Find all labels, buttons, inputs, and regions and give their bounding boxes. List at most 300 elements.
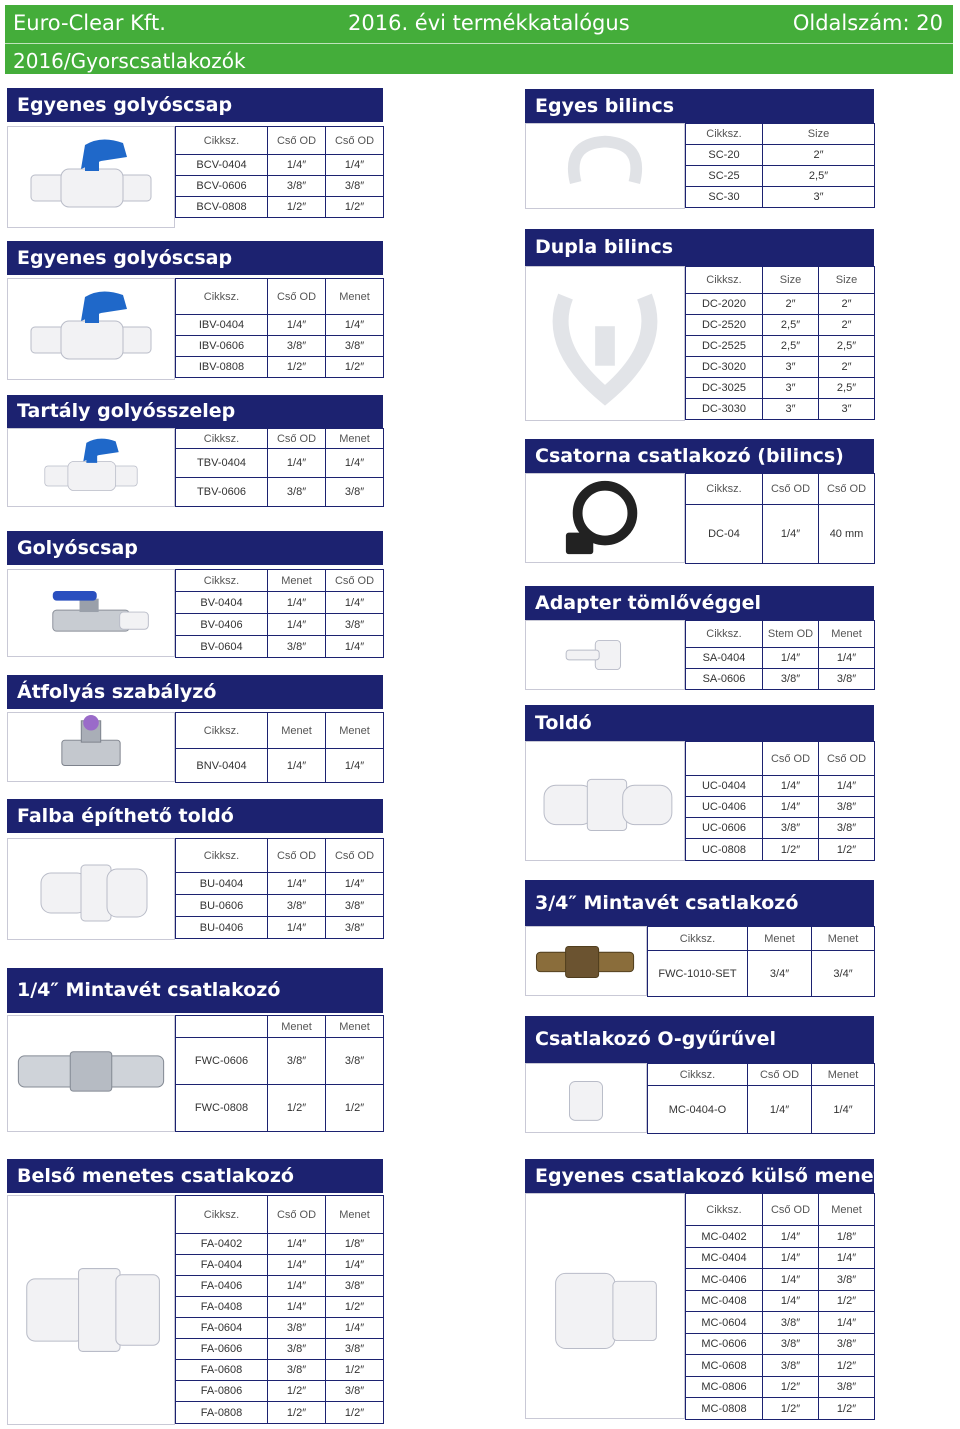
table-row xyxy=(686,1226,875,1248)
drain-saddle-image xyxy=(525,473,685,563)
table-cell: 1/4″ xyxy=(326,315,384,336)
table-cell: UC-0404 xyxy=(686,776,763,797)
column-header: Cső OD xyxy=(763,742,819,776)
table-cell: 1/4″ xyxy=(268,917,326,939)
table-cell: 1/2″ xyxy=(268,1085,326,1132)
table-cell: BU-0406 xyxy=(176,917,268,939)
table-row xyxy=(686,357,875,378)
table-cell: UC-0606 xyxy=(686,818,763,839)
table-cell: 2,5″ xyxy=(763,166,875,187)
column-header: Cikksz. xyxy=(176,279,268,315)
table-row xyxy=(176,155,384,176)
table-row xyxy=(686,315,875,336)
table-row xyxy=(686,839,875,861)
table-cell: FA-0606 xyxy=(176,1339,268,1360)
table-row xyxy=(686,145,875,166)
table-cell: MC-0406 xyxy=(686,1269,763,1291)
table-header-row xyxy=(686,1194,875,1226)
table-row xyxy=(176,1360,384,1381)
column-header: Cső OD xyxy=(268,279,326,315)
table-cell: BU-0404 xyxy=(176,873,268,895)
column-header: Menet xyxy=(326,713,384,749)
table-cell: 1/4″ xyxy=(268,315,326,336)
table-row xyxy=(686,1334,875,1355)
table-cell: 2,5″ xyxy=(763,315,819,336)
table-row xyxy=(686,399,875,420)
column-header: Cikksz. xyxy=(648,927,748,951)
table-row xyxy=(686,669,875,690)
stem-adapter-image xyxy=(525,620,685,690)
column-header: Cikksz. xyxy=(176,713,268,749)
table-row xyxy=(686,797,875,818)
column-header: Menet xyxy=(819,1194,875,1226)
column-header: Cikksz. xyxy=(176,429,268,449)
table-cell: FWC-0808 xyxy=(176,1085,268,1132)
table-cell: 1/2″ xyxy=(326,197,384,218)
table-cell: 1/4″ xyxy=(819,1312,875,1334)
table-row xyxy=(176,1318,384,1339)
section-title: 1/4″ Mintavét csatlakozó xyxy=(7,968,383,1013)
table-cell: 1/4″ xyxy=(763,1226,819,1248)
column-header: Size xyxy=(819,267,875,294)
column-header: Cikksz. xyxy=(686,267,763,294)
catalog-title: 2016. évi termékkatalógus xyxy=(348,11,630,35)
table-cell: 3/8″ xyxy=(326,614,384,636)
table-cell: 1/4″ xyxy=(268,873,326,895)
spec-table xyxy=(685,1193,875,1420)
table-cell: DC-3025 xyxy=(686,378,763,399)
section-title: Toldó xyxy=(525,705,874,741)
table-header-row xyxy=(176,127,384,155)
table-cell: 3″ xyxy=(763,399,819,420)
table-row xyxy=(176,1276,384,1297)
table-row xyxy=(686,1355,875,1377)
column-header: Cső OD xyxy=(819,474,875,505)
table-cell: 3/8″ xyxy=(326,917,384,939)
table-cell: 3/8″ xyxy=(326,1038,384,1085)
table-row xyxy=(686,776,875,797)
spec-table xyxy=(175,569,384,658)
table-row xyxy=(176,336,384,357)
column-header: Cső OD xyxy=(326,839,384,873)
table-cell: FA-0604 xyxy=(176,1318,268,1339)
table-cell: 1/2″ xyxy=(268,1402,326,1424)
table-cell: 3/8″ xyxy=(268,176,326,197)
page-header xyxy=(5,5,953,74)
table-row xyxy=(176,1234,384,1255)
table-cell: SA-0606 xyxy=(686,669,763,690)
table-cell: MC-0806 xyxy=(686,1377,763,1398)
table-row xyxy=(176,1038,384,1085)
spec-table xyxy=(685,620,875,690)
column-header: Menet xyxy=(819,621,875,648)
table-row xyxy=(176,1085,384,1132)
table-cell: 1/2″ xyxy=(326,357,384,378)
spec-table xyxy=(175,428,384,507)
section-title: Egyenes csatlakozó külső menetes xyxy=(525,1159,874,1193)
flow-regulator-image xyxy=(7,712,175,782)
table-cell: 40 mm xyxy=(819,505,875,564)
table-cell: 3/8″ xyxy=(326,478,384,507)
table-row xyxy=(176,917,384,939)
column-header: Menet xyxy=(326,1196,384,1234)
table-row xyxy=(176,749,384,783)
double-clip-image xyxy=(525,266,685,421)
table-cell: FA-0808 xyxy=(176,1402,268,1424)
table-cell: 3/8″ xyxy=(326,895,384,917)
table-cell: 1/4″ xyxy=(326,749,384,783)
table-cell: FA-0402 xyxy=(176,1234,268,1255)
section-title: Belső menetes csatlakozó xyxy=(7,1159,383,1193)
sampling-connector-image xyxy=(7,1015,175,1132)
column-header: Stem OD xyxy=(763,621,819,648)
table-cell: 1/4″ xyxy=(268,1297,326,1318)
table-cell: IBV-0808 xyxy=(176,357,268,378)
column-header: Menet xyxy=(748,927,812,951)
table-cell: 1/4″ xyxy=(763,1291,819,1312)
table-cell: 1/2″ xyxy=(268,357,326,378)
table-row xyxy=(176,895,384,917)
table-cell: 3″ xyxy=(763,187,875,208)
table-row xyxy=(686,336,875,357)
table-row xyxy=(686,1312,875,1334)
column-header: Menet xyxy=(268,1016,326,1038)
table-cell: 1/8″ xyxy=(819,1226,875,1248)
table-cell: 1/2″ xyxy=(763,1377,819,1398)
table-cell: 1/2″ xyxy=(819,839,875,861)
table-cell: 3/4″ xyxy=(748,951,812,997)
table-cell: MC-0608 xyxy=(686,1355,763,1377)
column-header: Cső OD xyxy=(268,839,326,873)
table-row xyxy=(686,1377,875,1398)
blue-ball-valve-image xyxy=(7,126,175,228)
table-row xyxy=(686,505,875,564)
table-cell: 3″ xyxy=(763,378,819,399)
table-cell: 1/4″ xyxy=(812,1086,875,1134)
table-cell: 1/4″ xyxy=(268,614,326,636)
table-cell: MC-0402 xyxy=(686,1226,763,1248)
section-title: Adapter tömlővéggel xyxy=(525,586,874,620)
table-row xyxy=(176,614,384,636)
table-cell: 3/8″ xyxy=(819,818,875,839)
table-cell: TBV-0404 xyxy=(176,449,268,478)
table-cell: 1/2″ xyxy=(326,1402,384,1424)
table-row xyxy=(176,197,384,218)
table-cell: BV-0604 xyxy=(176,636,268,658)
table-header-row xyxy=(648,927,875,951)
table-row xyxy=(686,1269,875,1291)
table-cell: 1/4″ xyxy=(326,592,384,614)
column-header xyxy=(176,1016,268,1038)
table-cell: 3/8″ xyxy=(268,336,326,357)
spec-table xyxy=(647,1063,875,1134)
table-cell: 1/4″ xyxy=(763,505,819,564)
table-cell: 3″ xyxy=(819,399,875,420)
table-cell: MC-0404 xyxy=(686,1248,763,1269)
brass-sampling-connector-image xyxy=(525,926,647,996)
spec-table xyxy=(175,1015,384,1132)
table-row xyxy=(176,357,384,378)
column-header: Cikksz. xyxy=(176,839,268,873)
single-clip-image xyxy=(525,123,685,209)
table-cell: 3/8″ xyxy=(326,176,384,197)
table-cell: 3/8″ xyxy=(763,818,819,839)
table-cell: 3/8″ xyxy=(326,1276,384,1297)
section-title: Tartály golyósszelep xyxy=(7,395,383,428)
table-cell: 1/2″ xyxy=(268,1381,326,1402)
table-cell: 3/8″ xyxy=(326,1381,384,1402)
table-header-row xyxy=(176,429,384,449)
column-header: Cikksz. xyxy=(648,1064,748,1086)
column-header: Cikksz. xyxy=(686,124,763,145)
column-header: Menet xyxy=(268,570,326,592)
table-cell: 2″ xyxy=(763,145,875,166)
table-row xyxy=(176,1402,384,1424)
table-row xyxy=(176,592,384,614)
table-cell: 1/4″ xyxy=(748,1086,812,1134)
table-cell: IBV-0606 xyxy=(176,336,268,357)
table-cell: TBV-0606 xyxy=(176,478,268,507)
table-cell: 1/4″ xyxy=(326,1255,384,1276)
column-header: Cső OD xyxy=(763,474,819,505)
table-cell: 3/8″ xyxy=(819,669,875,690)
table-cell: 3/8″ xyxy=(268,636,326,658)
table-cell: 1/2″ xyxy=(268,197,326,218)
table-row xyxy=(176,1339,384,1360)
section-title: Dupla bilincs xyxy=(525,229,874,266)
table-cell: UC-0808 xyxy=(686,839,763,861)
table-cell: 3/8″ xyxy=(819,1334,875,1355)
table-cell: 1/4″ xyxy=(819,648,875,669)
table-cell: FA-0608 xyxy=(176,1360,268,1381)
column-header: Cikksz. xyxy=(176,570,268,592)
table-row xyxy=(176,449,384,478)
table-cell: 3/8″ xyxy=(763,1355,819,1377)
table-cell: SC-30 xyxy=(686,187,763,208)
table-cell: 1/4″ xyxy=(763,1269,819,1291)
table-cell: 1/2″ xyxy=(763,839,819,861)
table-cell: 1/4″ xyxy=(326,155,384,176)
section-title: Falba építhető toldó xyxy=(7,799,383,833)
column-header: Menet xyxy=(326,1016,384,1038)
table-cell: UC-0406 xyxy=(686,797,763,818)
table-header-row xyxy=(686,124,875,145)
column-header: Cső OD xyxy=(326,127,384,155)
table-cell: 3/4″ xyxy=(812,951,875,997)
table-cell: 3/8″ xyxy=(819,1269,875,1291)
table-cell: DC-2020 xyxy=(686,294,763,315)
union-connector-image xyxy=(525,741,685,861)
table-cell: 2″ xyxy=(819,315,875,336)
table-cell: 1/4″ xyxy=(326,449,384,478)
table-cell: FA-0406 xyxy=(176,1276,268,1297)
column-header: Menet xyxy=(326,279,384,315)
table-row xyxy=(176,176,384,197)
table-cell: 1/4″ xyxy=(326,1318,384,1339)
table-row xyxy=(686,378,875,399)
table-cell: 2,5″ xyxy=(819,378,875,399)
table-cell: 3/8″ xyxy=(326,336,384,357)
table-cell: BV-0406 xyxy=(176,614,268,636)
table-header-row xyxy=(176,1016,384,1038)
table-cell: 1/4″ xyxy=(819,1248,875,1269)
column-header: Cső OD xyxy=(268,1196,326,1234)
table-cell: IBV-0404 xyxy=(176,315,268,336)
table-header-row xyxy=(176,713,384,749)
table-cell: MC-0808 xyxy=(686,1398,763,1420)
table-cell: SC-25 xyxy=(686,166,763,187)
table-cell: BV-0404 xyxy=(176,592,268,614)
table-header-row xyxy=(686,474,875,505)
table-cell: 1/4″ xyxy=(326,636,384,658)
table-cell: 1/4″ xyxy=(763,776,819,797)
table-cell: 1/4″ xyxy=(763,1248,819,1269)
female-adapter-image xyxy=(7,1195,175,1425)
table-row xyxy=(648,1086,875,1134)
column-header: Cső OD xyxy=(819,742,875,776)
table-cell: SC-20 xyxy=(686,145,763,166)
section-title: Golyóscsap xyxy=(7,531,383,565)
table-row xyxy=(176,315,384,336)
table-header-row xyxy=(176,839,384,873)
table-cell: BU-0606 xyxy=(176,895,268,917)
table-row xyxy=(686,187,875,208)
section-title: Csatorna csatlakozó (bilincs) xyxy=(525,439,874,473)
table-cell: SA-0404 xyxy=(686,648,763,669)
column-header xyxy=(686,742,763,776)
table-cell: 2,5″ xyxy=(763,336,819,357)
spec-table xyxy=(175,126,384,218)
table-cell: 3/8″ xyxy=(763,669,819,690)
column-header: Menet xyxy=(268,713,326,749)
table-cell: 1/8″ xyxy=(326,1234,384,1255)
table-cell: DC-3030 xyxy=(686,399,763,420)
table-cell: 1/2″ xyxy=(819,1398,875,1420)
page-subtitle: 2016/Gyorscsatlakozók xyxy=(13,49,246,73)
table-cell: MC-0404-O xyxy=(648,1086,748,1134)
table-cell: 3/8″ xyxy=(268,1339,326,1360)
table-cell: 1/4″ xyxy=(268,155,326,176)
metal-ball-valve-image xyxy=(7,569,175,657)
table-cell: 2″ xyxy=(763,294,819,315)
table-cell: 1/2″ xyxy=(326,1085,384,1132)
table-cell: 1/4″ xyxy=(763,797,819,818)
blue-ball-valve-threaded-image xyxy=(7,278,175,380)
table-cell: 1/4″ xyxy=(268,1255,326,1276)
o-ring-connector-image xyxy=(525,1063,647,1133)
table-row xyxy=(686,648,875,669)
table-cell: 1/4″ xyxy=(268,592,326,614)
section-title: Átfolyás szabályzó xyxy=(7,675,383,709)
table-header-row xyxy=(176,1196,384,1234)
table-row xyxy=(176,478,384,507)
table-cell: FWC-0606 xyxy=(176,1038,268,1085)
table-row xyxy=(176,1255,384,1276)
table-cell: 3/8″ xyxy=(268,1360,326,1381)
section-title: Egyenes golyóscsap xyxy=(7,241,383,275)
spec-table xyxy=(175,838,384,939)
spec-table xyxy=(685,123,875,208)
male-connector-image xyxy=(525,1193,685,1419)
table-row xyxy=(176,873,384,895)
table-row xyxy=(686,818,875,839)
table-cell: 1/2″ xyxy=(763,1398,819,1420)
table-cell: DC-2525 xyxy=(686,336,763,357)
table-cell: FA-0806 xyxy=(176,1381,268,1402)
spec-table xyxy=(647,926,875,997)
tank-ball-valve-image xyxy=(7,428,175,507)
table-cell: 1/2″ xyxy=(326,1360,384,1381)
table-cell: 2″ xyxy=(819,294,875,315)
table-row xyxy=(686,294,875,315)
column-header: Cikksz. xyxy=(686,474,763,505)
column-header: Size xyxy=(763,267,819,294)
table-row xyxy=(176,1297,384,1318)
table-cell: FWC-1010-SET xyxy=(648,951,748,997)
spec-table xyxy=(685,473,875,564)
table-cell: 2″ xyxy=(819,357,875,378)
table-row xyxy=(176,636,384,658)
table-header-row xyxy=(176,279,384,315)
table-cell: BCV-0404 xyxy=(176,155,268,176)
table-cell: 3″ xyxy=(763,357,819,378)
column-header: Cikksz. xyxy=(686,621,763,648)
table-cell: 2,5″ xyxy=(819,336,875,357)
column-header: Cső OD xyxy=(268,429,326,449)
table-cell: 1/4″ xyxy=(763,648,819,669)
spec-table xyxy=(685,741,875,861)
section-title: Egyenes golyóscsap xyxy=(7,88,383,122)
table-cell: 1/2″ xyxy=(819,1291,875,1312)
table-cell: FA-0404 xyxy=(176,1255,268,1276)
table-cell: 3/8″ xyxy=(763,1312,819,1334)
company-name: Euro-Clear Kft. xyxy=(13,11,166,35)
table-cell: DC-3020 xyxy=(686,357,763,378)
table-cell: 1/4″ xyxy=(268,749,326,783)
column-header: Cső OD xyxy=(268,127,326,155)
column-header: Cső OD xyxy=(763,1194,819,1226)
table-row xyxy=(176,1381,384,1402)
table-cell: 1/2″ xyxy=(326,1297,384,1318)
table-cell: DC-2520 xyxy=(686,315,763,336)
table-cell: 3/8″ xyxy=(268,478,326,507)
column-header: Size xyxy=(763,124,875,145)
table-cell: MC-0408 xyxy=(686,1291,763,1312)
table-cell: 3/8″ xyxy=(326,1339,384,1360)
table-header-row xyxy=(686,621,875,648)
table-cell: FA-0408 xyxy=(176,1297,268,1318)
page-number: Oldalszám: 20 xyxy=(792,11,943,35)
table-cell: 1/4″ xyxy=(326,873,384,895)
column-header: Cikksz. xyxy=(176,1196,268,1234)
table-header-row xyxy=(176,570,384,592)
table-cell: 3/8″ xyxy=(763,1334,819,1355)
table-header-row xyxy=(648,1064,875,1086)
bulkhead-union-image xyxy=(7,838,175,940)
column-header: Cikksz. xyxy=(686,1194,763,1226)
table-row xyxy=(686,1248,875,1269)
table-cell: 1/2″ xyxy=(819,1355,875,1377)
table-cell: BNV-0404 xyxy=(176,749,268,783)
table-cell: 1/4″ xyxy=(268,1276,326,1297)
table-cell: DC-04 xyxy=(686,505,763,564)
spec-table xyxy=(685,266,875,420)
table-row xyxy=(648,951,875,997)
table-cell: MC-0606 xyxy=(686,1334,763,1355)
column-header: Cső OD xyxy=(748,1064,812,1086)
section-title: Egyes bilincs xyxy=(525,89,874,123)
table-cell: 1/4″ xyxy=(268,449,326,478)
